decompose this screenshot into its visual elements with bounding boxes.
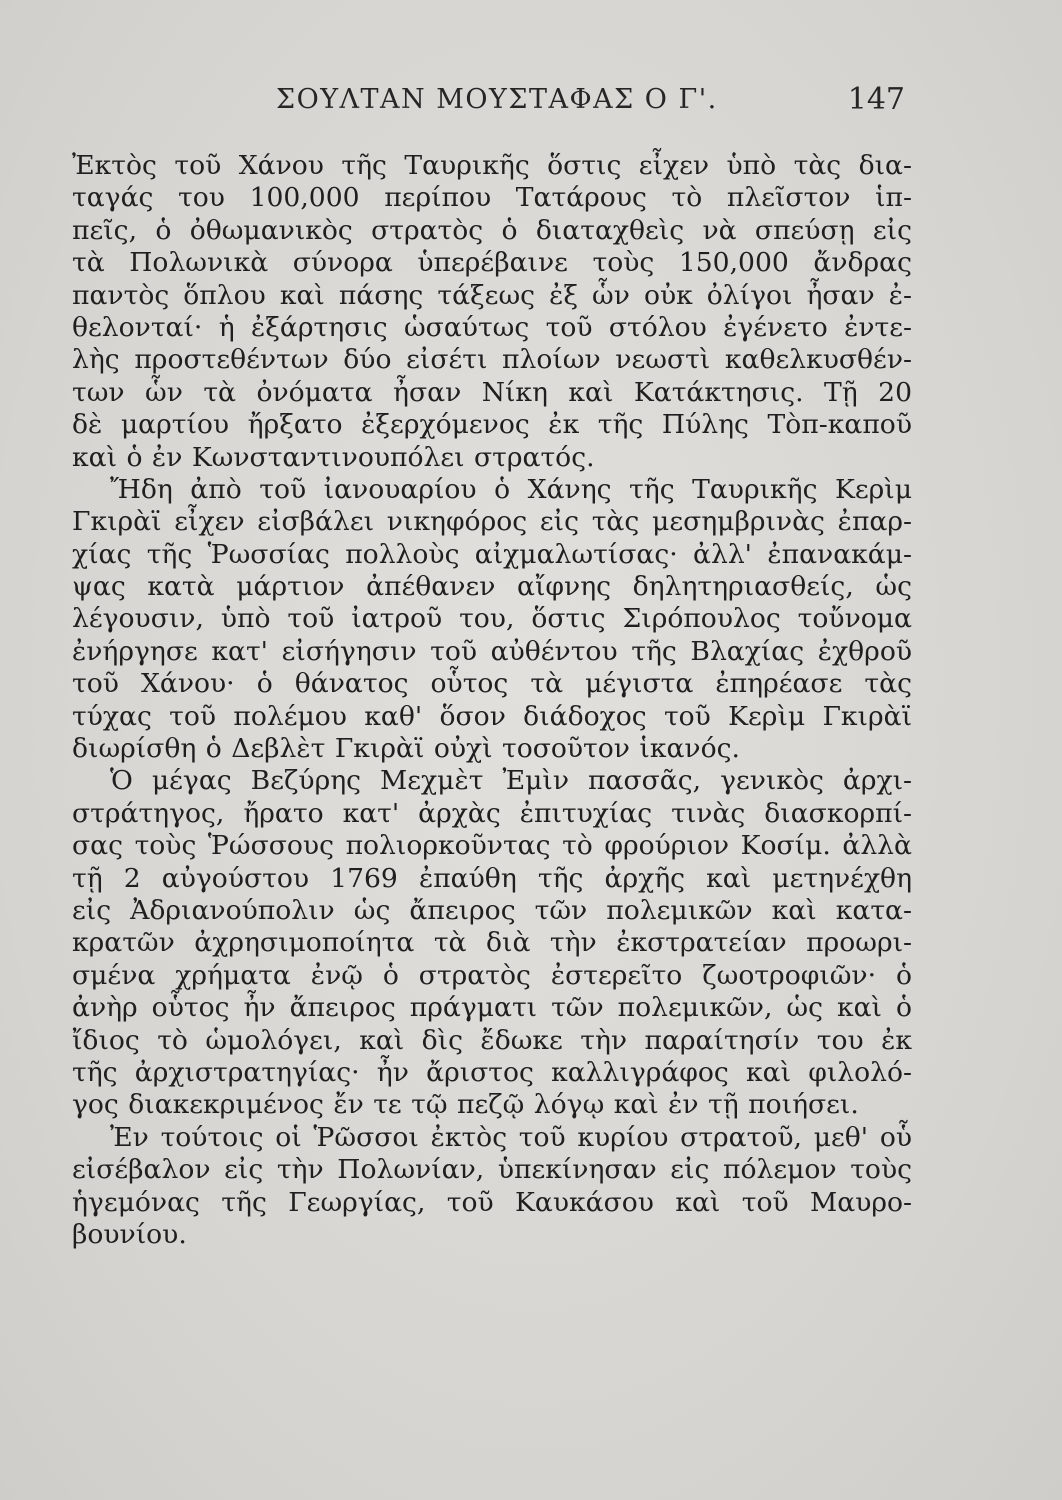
body-text bbox=[72, 150, 912, 1251]
text-line: ἡγεμόνας τῆς Γεωργίας, τοῦ Καυκάσου καὶ τοῦ Μαυρο- bbox=[72, 1186, 912, 1218]
text-line: τῆς ἀρχιστρατηγίας· ἦν ἄριστος καλλιγράφος καὶ φιλολό- bbox=[72, 1056, 912, 1088]
page-header bbox=[240, 82, 905, 122]
text-line: γος διακεκριμένος ἔν τε τῷ πεζῷ λόγῳ καὶ ἐν τῇ ποιήσει. bbox=[72, 1089, 859, 1121]
text-line: τὰ Πολωνικὰ σύνορα ὑπερέβαινε τοὺς 150,000 ἄνδρας bbox=[72, 247, 912, 279]
text-line: καὶ ὁ ἐν Κωνσταντινουπόλει στρατός. bbox=[72, 441, 595, 473]
text-line: εἰσέβαλον εἰς τὴν Πολωνίαν, ὑπεκίνησαν εἰς πόλεμον τοὺς bbox=[72, 1154, 912, 1186]
text-line: κρατῶν ἀχρησιμοποίητα τὰ διὰ τὴν ἐκστρατείαν προωρι- bbox=[72, 927, 912, 959]
text-line: ἀνὴρ οὗτος ἦν ἄπειρος πράγματι τῶν πολεμικῶν, ὡς καὶ ὁ bbox=[72, 992, 912, 1024]
text-line: ἐνήργησε κατ' εἰσήγησιν τοῦ αὐθέντου τῆς Βλαχίας ἐχθροῦ bbox=[72, 635, 912, 667]
text-line: των ὧν τὰ ὀνόματα ἦσαν Νίκη καὶ Κατάκτησις. Τῇ 20 bbox=[72, 376, 912, 408]
page-number: 147 bbox=[847, 82, 905, 117]
text-line: διωρίσθη ὁ Δεβλὲτ Γκιρὰϊ οὐχὶ τοσοῦτον ἱκανός. bbox=[72, 733, 740, 765]
text-line: λὴς προστεθέντων δύο εἰσέτι πλοίων νεωστὶ καθελκυσθέν- bbox=[72, 344, 912, 376]
text-line: χίας τῆς Ῥωσσίας πολλοὺς αἰχμαλωτίσας· ἀλλ' ἐπανακάμ- bbox=[72, 538, 912, 570]
text-line: τῇ 2 αὐγούστου 1769 ἐπαύθη τῆς ἀρχῆς καὶ μετηνέχθη bbox=[72, 862, 912, 894]
running-title: ΣΟΥΛΤΑΝ ΜΟΥΣΤΑΦΑΣ Ο Γ'. bbox=[276, 84, 718, 115]
text-line: σμένα χρήματα ἐνῷ ὁ στρατὸς ἐστερεῖτο ζωοτροφιῶν· ὁ bbox=[72, 959, 912, 991]
text-line: τοῦ Χάνου· ὁ θάνατος οὗτος τὰ μέγιστα ἐπηρέασε τὰς bbox=[72, 668, 912, 700]
text-line: θελονταί· ἡ ἐξάρτησις ὡσαύτως τοῦ στόλου ἐγένετο ἐντε- bbox=[72, 311, 912, 343]
text-line: ταγάς του 100,000 περίπου Τατάρους τὸ πλεῖστον ἱπ- bbox=[72, 182, 912, 214]
text-line: ψας κατὰ μάρτιον ἀπέθανεν αἴφνης δηλητηριασθείς, ὡς bbox=[72, 571, 912, 603]
text-line: πεῖς, ὁ ὀθωμανικὸς στρατὸς ὁ διαταχθεὶς νὰ σπεύσῃ εἰς bbox=[72, 214, 912, 246]
text-line: ἴδιος τὸ ὡμολόγει, καὶ δὶς ἔδωκε τὴν παραίτησίν του ἐκ bbox=[72, 1024, 912, 1056]
text-line: Ἐν τούτοις οἱ Ῥῶσσοι ἐκτὸς τοῦ κυρίου στρατοῦ, μεθ' οὗ bbox=[110, 1121, 912, 1153]
text-line: δὲ μαρτίου ἤρξατο ἐξερχόμενος ἐκ τῆς Πύλης Τὸπ-καποῦ bbox=[72, 409, 912, 441]
text-line: σας τοὺς Ῥώσσους πολιορκοῦντας τὸ φρούριον Κοσίμ. ἀλλὰ bbox=[72, 830, 912, 862]
text-line: παντὸς ὅπλου καὶ πάσης τάξεως ἐξ ὧν οὐκ ὀλίγοι ἦσαν ἐ- bbox=[72, 279, 912, 311]
text-line: βουνίου. bbox=[72, 1218, 187, 1250]
text-line: λέγουσιν, ὑπὸ τοῦ ἰατροῦ του, ὅστις Σιρόπουλος τοὔνομα bbox=[72, 603, 912, 635]
text-line: εἰς Ἀδριανούπολιν ὡς ἄπειρος τῶν πολεμικῶν καὶ κατα- bbox=[72, 894, 912, 926]
text-line: Ἤδη ἀπὸ τοῦ ἰανουαρίου ὁ Χάνης τῆς Ταυρικῆς Κερὶμ bbox=[110, 473, 912, 505]
text-line: Ἐκτὸς τοῦ Χάνου τῆς Ταυρικῆς ὅστις εἶχεν ὑπὸ τὰς δια- bbox=[72, 150, 912, 181]
text-line: Ὁ μέγας Βεζύρης Μεχμὲτ Ἐμὶν πασσᾶς, γενικὸς ἀρχι- bbox=[110, 765, 912, 797]
text-line: στράτηγος, ἤρατο κατ' ἀρχὰς ἐπιτυχίας τινὰς διασκορπί- bbox=[72, 797, 912, 829]
text-line: Γκιρὰϊ εἶχεν εἰσβάλει νικηφόρος εἰς τὰς μεσημβρινὰς ἐπαρ- bbox=[72, 506, 912, 538]
text-line: τύχας τοῦ πολέμου καθ' ὅσον διάδοχος τοῦ Κερὶμ Γκιρὰϊ bbox=[72, 700, 912, 732]
